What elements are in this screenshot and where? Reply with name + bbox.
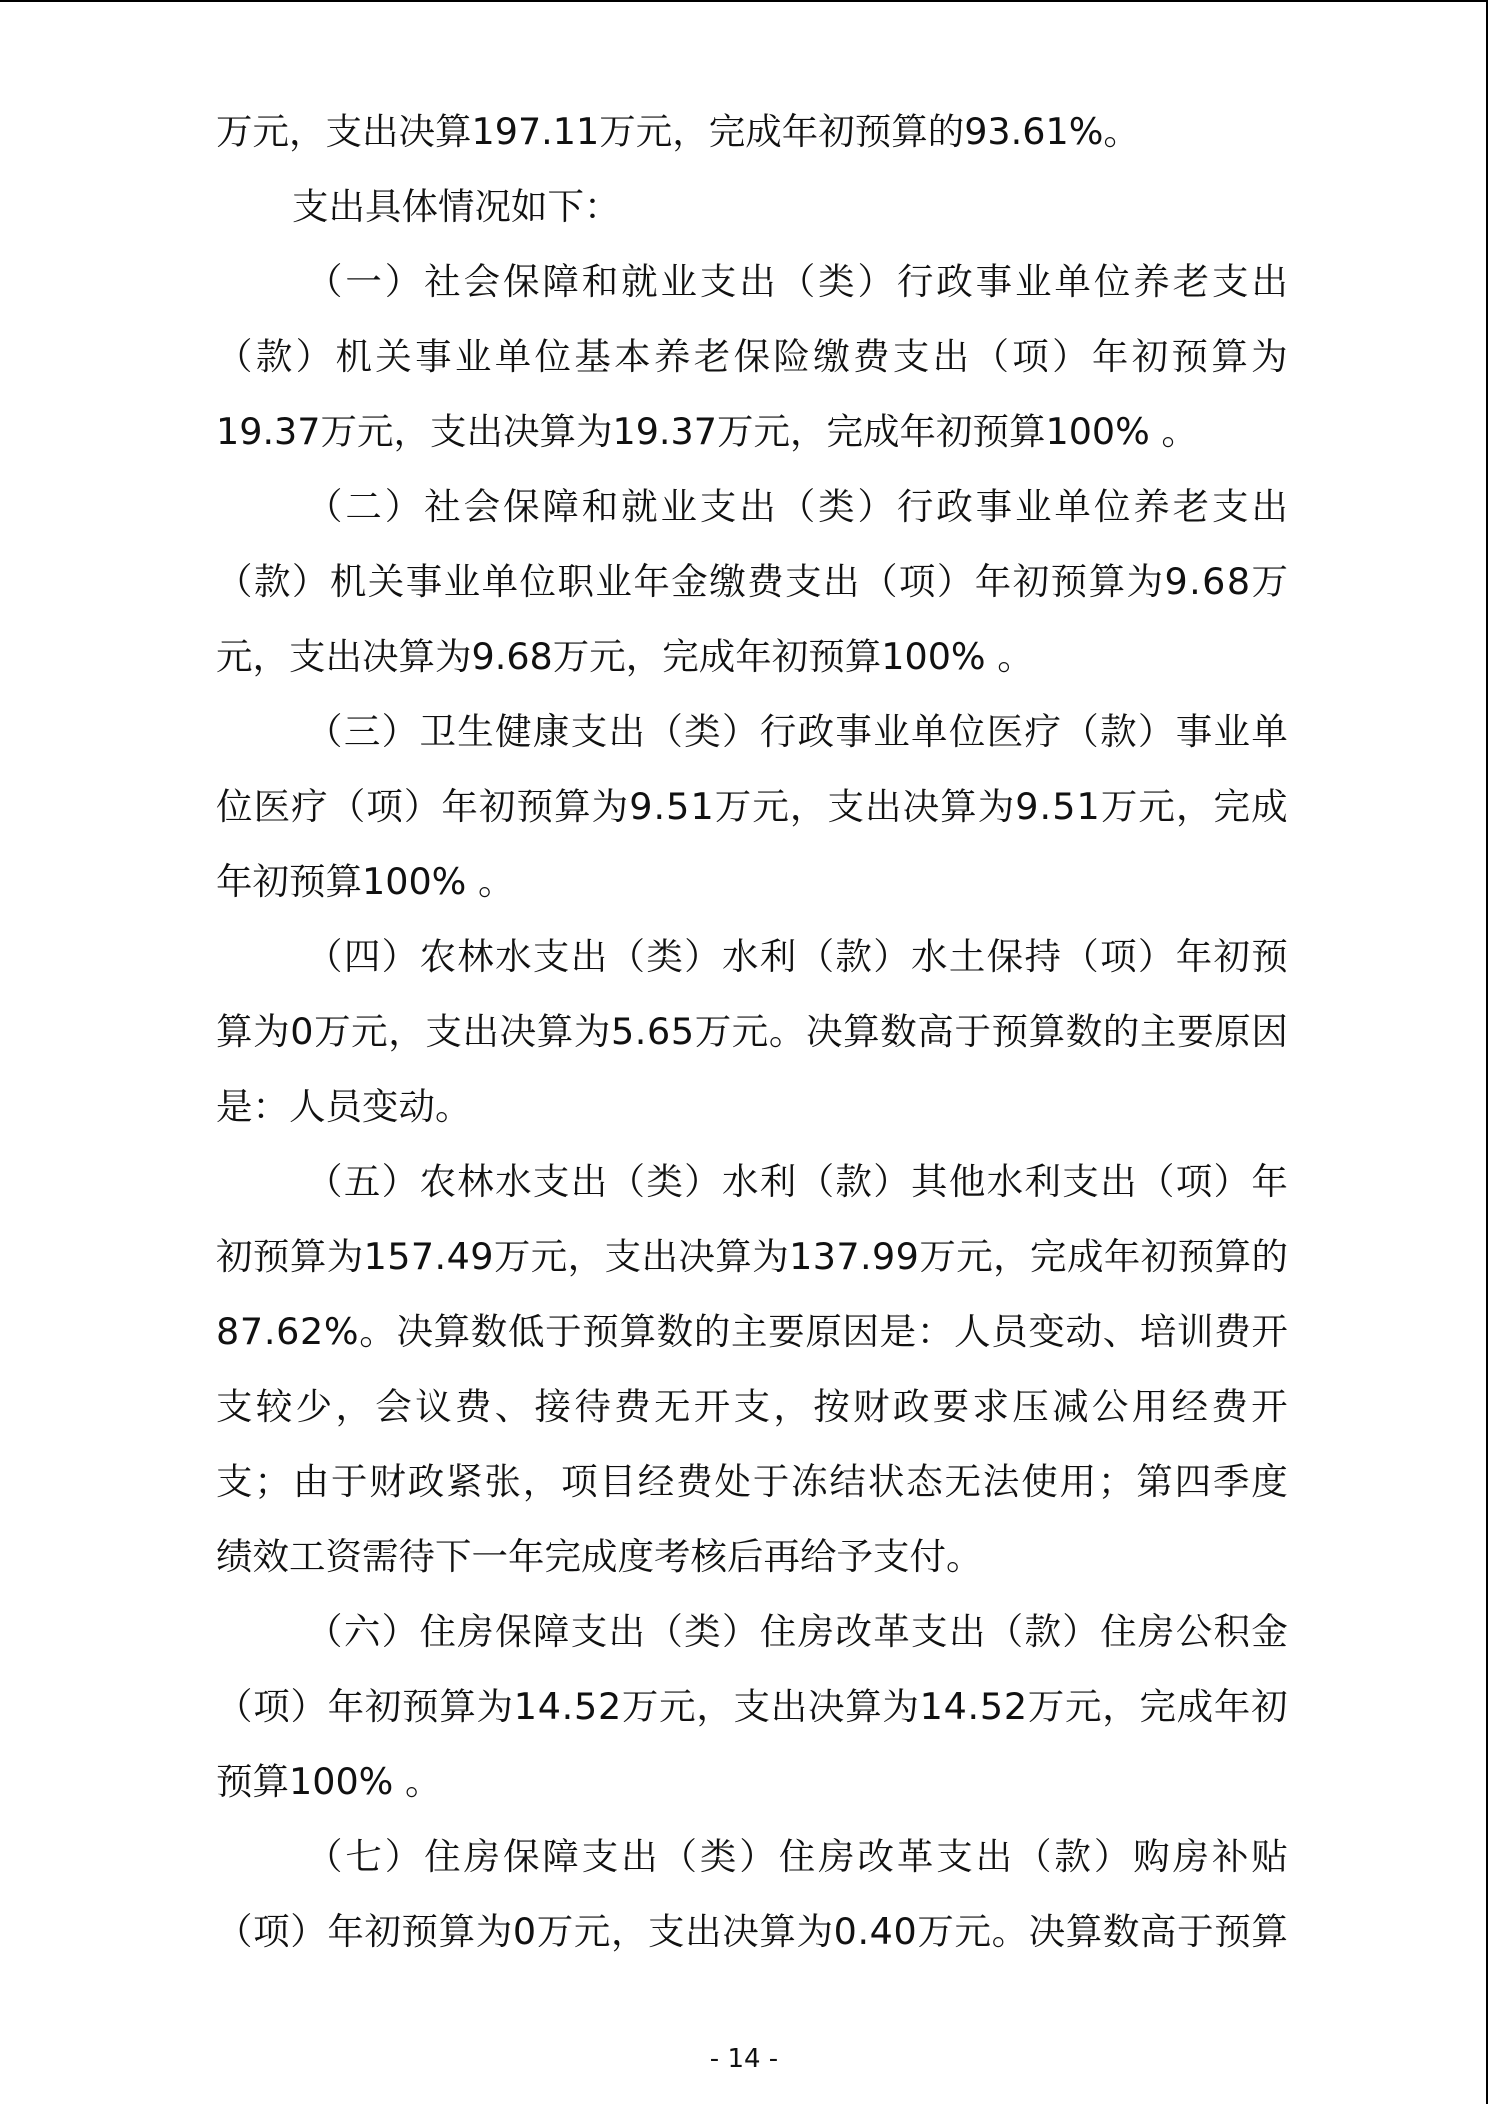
text-line: （ 七 ） 住 房 保 障 支 出 （ 类 ） 住 房 改 革 支 出 （ 款 ） 购 房 补 贴 (306, 1835, 1288, 1878)
text-line: （ 五 ） 农 林 水 支 出 （ 类 ） 水 利 （ 款 ） 其 他 水 利 支 出 （ 项 ） 年 (306, 1160, 1288, 1203)
text-line: 绩效工资需待下一年完成度考核后再给予支付。 (216, 1535, 983, 1578)
text-line: （ 款 ） 机 关 事 业 单 位 基 本 养 老 保 险 缴 费 支 出 （ 项 ） 年 初 预 算 为 (216, 335, 1288, 378)
text-line: （ 四 ） 农 林 水 支 出 （ 类 ） 水 利 （ 款 ） 水 土 保 持 （ 项 ） 年 初 预 (306, 935, 1288, 978)
text-line: 支 较 少 ， 会 议 费 、 接 待 费 无 开 支 ， 按 财 政 要 求 压 减 公 用 经 费 开 (216, 1385, 1288, 1428)
text-line: 预算100% 。 (216, 1760, 442, 1803)
text-line: （ 项 ） 年 初 预 算 为 0 万 元 ， 支 出 决 算 为 0 . 4 0 万 元 。 决 算 数 高 于 预 算 (216, 1910, 1288, 1953)
text-line: 元，支出决算为9.68万元，完成年初预算100% 。 (216, 635, 1034, 678)
text-line: 支出具体情况如下： (292, 185, 621, 228)
text-line: （ 六 ） 住 房 保 障 支 出 （ 类 ） 住 房 改 革 支 出 （ 款 ） 住 房 公 积 金 (306, 1610, 1288, 1653)
text-line: （ 一 ） 社 会 保 障 和 就 业 支 出 （ 类 ） 行 政 事 业 单 位 养 老 支 出 (306, 260, 1288, 303)
text-line: （ 三 ） 卫 生 健 康 支 出 （ 类 ） 行 政 事 业 单 位 医 疗 （ 款 ） 事 业 单 (306, 710, 1288, 753)
text-line: 8 7 . 6 2 % 。 决 算 数 低 于 预 算 数 的 主 要 原 因 是 ： 人 员 变 动 、 培 训 费 开 (216, 1310, 1288, 1353)
page-number: - 14 - (709, 2044, 779, 2074)
text-line: （ 款 ） 机 关 事 业 单 位 职 业 年 金 缴 费 支 出 （ 项 ） 年 初 预 算 为 9 . 6 8 万 (216, 560, 1288, 603)
text-line: 算 为 0 万 元 ， 支 出 决 算 为 5 . 6 5 万 元 。 决 算 数 高 于 预 算 数 的 主 要 原 因 (216, 1010, 1288, 1053)
text-line: 万元，支出决算197.11万元，完成年初预算的93.61%。 (216, 110, 1140, 153)
text-line: 初 预 算 为 1 5 7 . 4 9 万 元 ， 支 出 决 算 为 1 3 7 . 9 9 万 元 ， 完 成 年 初 预 算 的 (216, 1235, 1288, 1278)
text-line: （ 项 ） 年 初 预 算 为 1 4 . 5 2 万 元 ， 支 出 决 算 为 1 4 . 5 2 万 元 ， 完 成 年 初 (216, 1685, 1288, 1728)
text-line: （ 二 ） 社 会 保 障 和 就 业 支 出 （ 类 ） 行 政 事 业 单 位 养 老 支 出 (306, 485, 1288, 528)
text-line: 支 ； 由 于 财 政 紧 张 ， 项 目 经 费 处 于 冻 结 状 态 无 法 使 用 ； 第 四 季 度 (216, 1460, 1288, 1503)
text-line: 19.37万元，支出决算为19.37万元，完成年初预算100% 。 (216, 410, 1198, 453)
text-line: 位 医 疗 （ 项 ） 年 初 预 算 为 9 . 5 1 万 元 ， 支 出 决 算 为 9 . 5 1 万 元 ， 完 成 (216, 785, 1288, 828)
document-body (216, 94, 1288, 1969)
text-line: 是：人员变动。 (216, 1085, 472, 1128)
text-line: 年初预算100% 。 (216, 860, 515, 903)
